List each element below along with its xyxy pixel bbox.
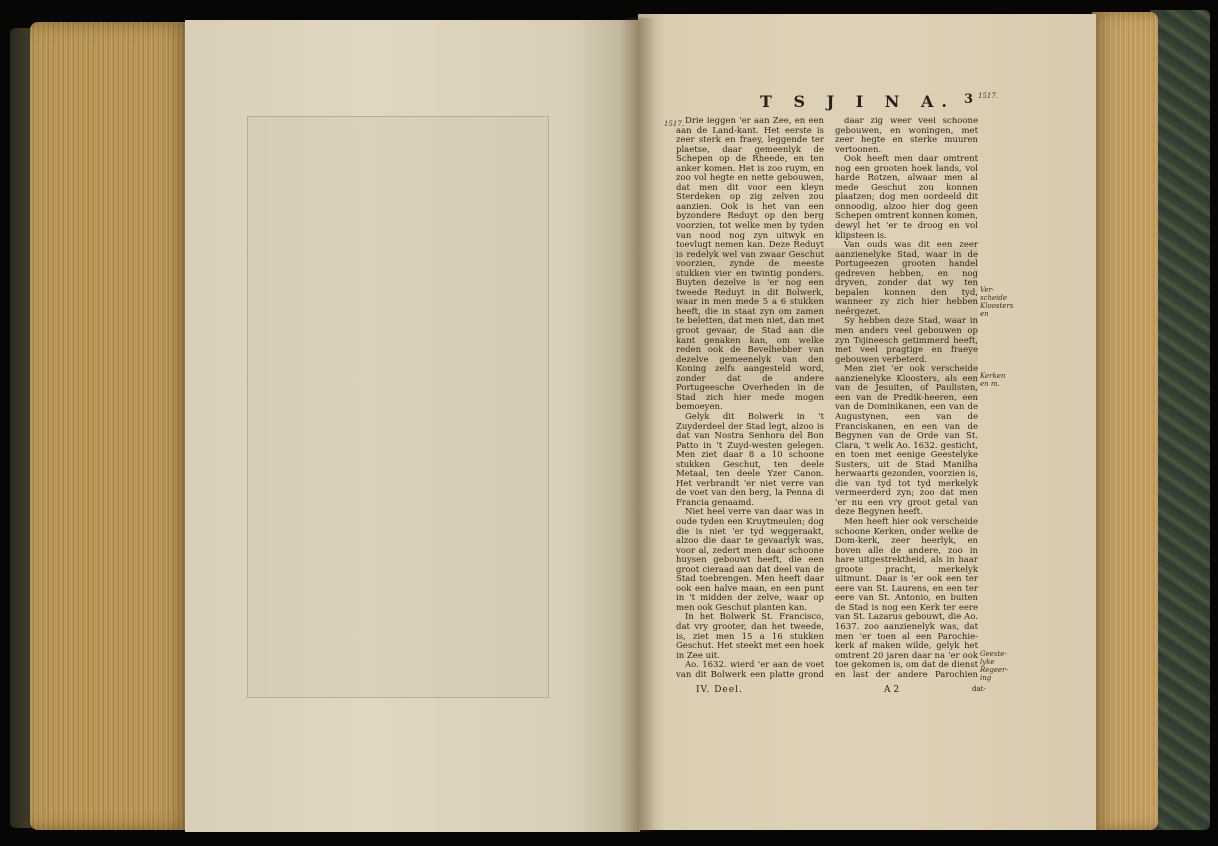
text-column-right — [835, 117, 978, 679]
page-number: 3 — [964, 92, 974, 107]
signature-mark: IV. Deel. — [696, 685, 743, 695]
plate-impression — [247, 116, 549, 698]
paragraph: Men heeft hier ook verscheide schoone Kerken, onder welke de Dom-kerk, zeer heerlyk, en boven alle de andere, zoo in hare uitgestrektheid, als in haar groote pracht, merkelyk uitmunt. Daar is 'er ook een ter eere van St. Laurens, en een ter eere van St. Antonio, en buiten de Stad is nog een Kerk ter eere van St. Lazarus gebouwt, die Ao. 1637. zoo aanzienelyk was, dat men 'er toen al een Parochie-kerk af maken wilde, gelyk het omtrent 20 jaren daar na 'er ook toe gekomen is, om dat de dienst en last der andere Parochien — [835, 516, 978, 679]
margin-note-kloosters: Ver- scheide Kloosters en — [980, 286, 1014, 318]
paragraph: Gelyk dit Bolwerk in 't Zuyderdeel der Stad legt, alzoo is dat van Nostra Senhora del Bon Patto in 't Zuyd-westen gelegen. Men ziet daar 8 a 10 schoone stukken Geschut, ten deele Metaal, ten deele Yzer Canon. Het verbrandt 'er niet verre van de voet van den berg, la Penna di Francia genaamd. — [676, 411, 824, 508]
paragraph: Van ouds was dit een zeer aanzienelyke Stad, waar in de Portugeezen grooten handel gedreven hebben, en nog dryven, zonder dat wy ten bepalen konnen den tyd, wanneer zy zich hier hebben neêrgezet. — [835, 240, 978, 317]
text-column-left — [676, 117, 824, 679]
catchword: dat- — [972, 685, 986, 693]
margin-note-regeering: Geeste- lyke Regeer- ing — [980, 650, 1008, 682]
right-cover-marbled — [1150, 10, 1210, 830]
paragraph: daar zig weer veel schoone gebouwen, en woningen, met zeer hegte en sterke muuren vertoonen. — [835, 117, 978, 155]
paragraph: Niet heel verre van daar was in oude tyden een Kruytmeulen; dog die is niet 'er tyd weggeraakt, alzoo die daar te gevaarlyk was, voor al, zedert men daar schoone huysen gebouwt heeft, die een groot cieraad aan dat deel van de Stad toebrengen. Men heeft daar ook een halve maan, en een punt in 't midden der zelve, waar op men ook Geschut planten kan. — [676, 507, 824, 613]
paragraph: Men ziet 'er ook verscheide aanzienelyke Kloosters, als een van de Jesuiten, of Paulisten, een van de Predik-heeren, een van de Dominikanen, een van de Augustynen, een van de Franciskanen, en een van de Begynen van de Orde van St. Clara, 't welk Ao. 1632. gesticht, en toen met eenige Geestelyke Susters, uit de Stad Manilha herwaarts gezonden, voorzien is, die van tyd tot tyd merkelyk vermeerderd zyn; zoo dat men 'er nu een vry groot getal van deze Begynen heeft. — [835, 364, 978, 518]
paragraph: Ook heeft men daar omtrent nog een grooten hoek lands, vol harde Rotzen, alwaar men al mede Geschut zou konnen plaatzen; dog men oordeeld dit onnoodig, alzoo hier dog geen Schepen omtrent konnen komen, dewyl het 'er te droog en vol klipsteen is. — [835, 154, 978, 241]
margin-year-right: 1517. — [978, 92, 999, 100]
paragraph: In het Bolwerk St. Francisco, dat vry grooter, dan het tweede, is, ziet men 15 a 16 stukken Geschut. Het steekt met een hoek in Zee uit. — [676, 612, 824, 661]
gutter-shadow — [620, 18, 656, 832]
right-page-edges — [1092, 12, 1158, 830]
paragraph: Drie leggen 'er aan Zee, en een aan de Land-kant. Het eerste is zeer sterk en fraey, leggende ter plaetse, daar gemeenlyk de Schepen op de Rheede, en ten anker komen. Het is zoo ruym, en zoo vol hegte en nette gebouwen, dat men dit voor een kleyn Sterdeken op zig zelven zou aanzien. Ook is het van een byzondere Reduyt op den berg voorzien, tot welke men by tyden van nood nog zyn uitwyk en toevlugt nemen kan. Deze Reduyt is redelyk wel van zwaar Geschut voorzien, zynde de meeste stukken vier en twintig ponders. Buyten dezelve is 'er nog een tweede Reduyt in dit Bolwerk, waar in men mede 5 a 6 stukken heeft, die in staat zyn om zamen te beletten, dat men niet, dan met groot gevaar, de Stad aan die kant genaken kan, om welke reden ook de Bevelhebber van dezelve gemeenelyk van den Koning zelfs aangesteld word, zonder dat de andere Portugeesche Overheden in de Stad zich hier mede mogen bemoeyen. — [676, 117, 824, 413]
signature-sheet: A 2 — [884, 685, 900, 695]
paragraph: Ao. 1632. wierd 'er aan de voet van dit Bolwerk een platte grond — [676, 660, 824, 679]
margin-year-left: 1517. — [664, 120, 685, 128]
left-page-edges — [30, 22, 190, 830]
running-head: T S J I N A. — [760, 92, 955, 111]
paragraph: Sy hebben deze Stad, waar in men anders veel gebouwen op zyn Tsjineesch getimmerd heeft, met veel pragtige en fraeye gebouwen verbeterd. — [835, 316, 978, 365]
margin-note-kerken: Kerken en m. — [980, 372, 1006, 388]
